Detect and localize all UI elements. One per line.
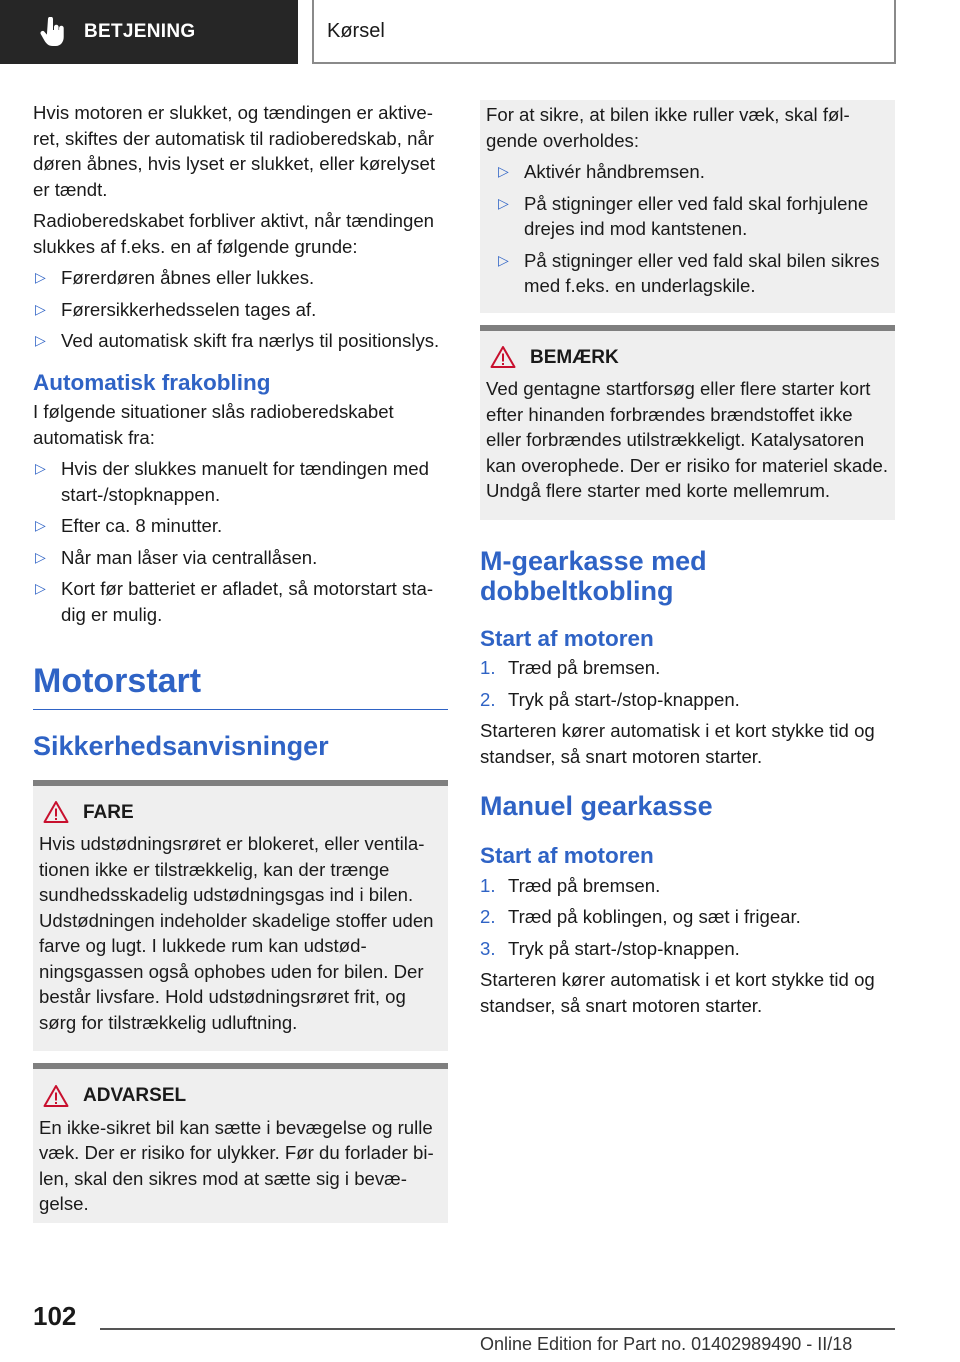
paragraph: Hvis motoren er slukket, og tændingen er aktiveret, skiftes der automatisk til radioberedskab, når døren åbnes, hvis lyset er slukket, eller kørelyset er tændt.	[33, 102, 435, 200]
paragraph: For at sikre, at bilen ikke ruller væk, skal følgende overholdes:	[486, 104, 850, 151]
notice-title: FARE	[83, 801, 134, 823]
step-number: 2.	[480, 688, 496, 710]
list-item	[480, 873, 895, 899]
heading-manuel-gearkasse: Manuel gearkasse	[480, 791, 713, 821]
triangle-bullet-icon: ▷	[35, 548, 46, 565]
triangle-bullet-icon: ▷	[498, 251, 509, 268]
chapter-header	[312, 0, 896, 64]
warning-triangle-icon	[43, 1084, 69, 1108]
numbered-list	[480, 655, 895, 712]
list-item-text: Hvis der slukkes manuelt for tændingen med start-/stopknappen.	[61, 458, 429, 505]
triangle-bullet-icon: ▷	[35, 460, 46, 476]
step-number: 3.	[480, 937, 496, 959]
list-item-text: På stigninger eller ved fald skal forhjulene drejes ind mod kantstenen.	[524, 192, 869, 239]
list-item-text: Træd på koblingen, og sæt i frigear.	[508, 906, 801, 927]
step-number: 1.	[480, 874, 496, 896]
list-item	[496, 248, 889, 299]
warning-notice	[33, 1063, 448, 1223]
paragraph: I følgende situationer slås radioberedskabet automatisk fra:	[33, 401, 394, 448]
notice-header	[39, 800, 442, 826]
list-item	[33, 576, 448, 627]
list-item	[33, 456, 448, 507]
paragraph: Radioberedskabet forbliver aktivt, når tændingen slukkes af f.eks. en af følgende grunde:	[33, 210, 435, 257]
list-item-text: Tryk på start-/stop-knappen.	[508, 688, 740, 710]
paragraph: Starteren kører automatisk i et kort stykke tid og standser, så snart motoren starter.	[480, 720, 875, 767]
bullet-list	[33, 265, 448, 354]
notice-header	[486, 345, 889, 371]
list-item	[33, 545, 448, 571]
list-item	[480, 687, 895, 713]
right-column	[480, 100, 895, 1024]
edition-text: Online Edition for Part no. 01402989490 - II/18	[480, 1334, 853, 1354]
continued-notice	[480, 100, 895, 313]
warning-triangle-icon	[490, 345, 516, 369]
triangle-bullet-icon: ▷	[498, 194, 509, 211]
triangle-bullet-icon: ▷	[498, 163, 509, 179]
footer-divider	[100, 1328, 895, 1330]
list-item	[480, 655, 895, 681]
notice-title: ADVARSEL	[83, 1085, 187, 1106]
notice-header	[39, 1083, 442, 1109]
bullet-list	[33, 456, 448, 627]
list-item	[496, 159, 889, 185]
list-item-text: Aktivér håndbremsen.	[524, 161, 705, 182]
list-item-text: Træd på bremsen.	[508, 657, 661, 678]
list-item-text: Førersikkerhedsselen tages af.	[61, 298, 317, 320]
list-item-text: På stigninger eller ved fald skal bilen sikres med f.eks. en underlagskile.	[524, 249, 880, 296]
section-title: BETJENING	[84, 21, 196, 42]
list-item-text: Træd på bremsen.	[508, 874, 661, 896]
list-item-text: Ved automatisk skift fra nærlys til positionslys.	[61, 330, 440, 351]
bullet-list	[496, 159, 889, 299]
list-item	[33, 513, 448, 539]
notice-title: BEMÆRK	[530, 346, 619, 368]
list-item	[33, 328, 448, 354]
list-item	[480, 936, 895, 962]
list-item-text: Kort før batteriet er afladet, så motorstart stadig er mulig.	[61, 578, 434, 625]
triangle-bullet-icon: ▷	[35, 332, 46, 348]
section-header	[0, 0, 298, 64]
danger-notice	[33, 780, 448, 1052]
list-item-text: Førerdøren åbnes eller lukkes.	[61, 267, 315, 288]
notice-text: En ikke-sikret bil kan sætte i bevægelse og rulle væk. Der er risiko for ulykker. Før du forlader bilen, skal den sikres mod at sætte sig i bevægelse.	[39, 1116, 434, 1214]
page-number: 102	[33, 1301, 77, 1331]
list-item	[33, 265, 448, 291]
list-item-text: Efter ca. 8 minutter.	[61, 515, 223, 536]
list-item-text: Når man låser via centrallåsen.	[61, 546, 318, 568]
list-item-text: Tryk på start-/stop-knappen.	[508, 937, 740, 959]
warning-triangle-icon	[43, 800, 69, 824]
heading-motorstart: Motorstart	[33, 661, 448, 710]
heading-automatisk-frakobling: Automatisk frakobling	[33, 369, 271, 395]
list-item	[496, 191, 889, 242]
heading-m-gearkasse: M-gearkasse med dobbeltkobling	[480, 545, 707, 606]
numbered-list	[480, 873, 895, 962]
list-item	[33, 297, 448, 323]
step-number: 1.	[480, 657, 496, 678]
notice-text: Ved gentagne startforsøg eller flere starter kort efter hinanden forbrændes brændstoffet ikke eller forbrændes utilstrækkeligt. Katalysatoren kan overophede. Der er risiko for materiel skade. Undgå flere starter med korte mellemrum.	[486, 378, 889, 501]
heading-start-af-motoren: Start af motoren	[480, 843, 654, 868]
heading-start-af-motoren: Start af motoren	[480, 625, 654, 651]
triangle-bullet-icon: ▷	[35, 580, 46, 596]
heading-sikkerhedsanvisninger: Sikkerhedsanvisninger	[33, 731, 329, 761]
caution-notice	[480, 325, 895, 520]
pointing-hand-icon	[38, 17, 68, 47]
triangle-bullet-icon: ▷	[35, 517, 46, 533]
list-item	[480, 904, 895, 930]
paragraph: Starteren kører automatisk i et kort stykke tid og standser, så snart motoren starter.	[480, 969, 875, 1016]
left-column	[33, 100, 448, 1223]
step-number: 2.	[480, 906, 496, 927]
triangle-bullet-icon: ▷	[35, 300, 46, 317]
notice-text: Hvis udstødningsrøret er blokeret, eller ventilationen ikke er tilstrækkelig, kan der trænge sundhedsskadelig udstødningsgas ind i bilen. Udstødningen indeholder skadelige stoffer uden farve og lugt. I lukkede rum kan udstødningsgassen også ophobes uden for bilen. Der består livsfare. Hold udstødningsrøret frit, og sørg for tilstrækkelig udluftning.	[39, 833, 434, 1033]
chapter-title: Kørsel	[327, 19, 385, 42]
triangle-bullet-icon: ▷	[35, 269, 46, 285]
